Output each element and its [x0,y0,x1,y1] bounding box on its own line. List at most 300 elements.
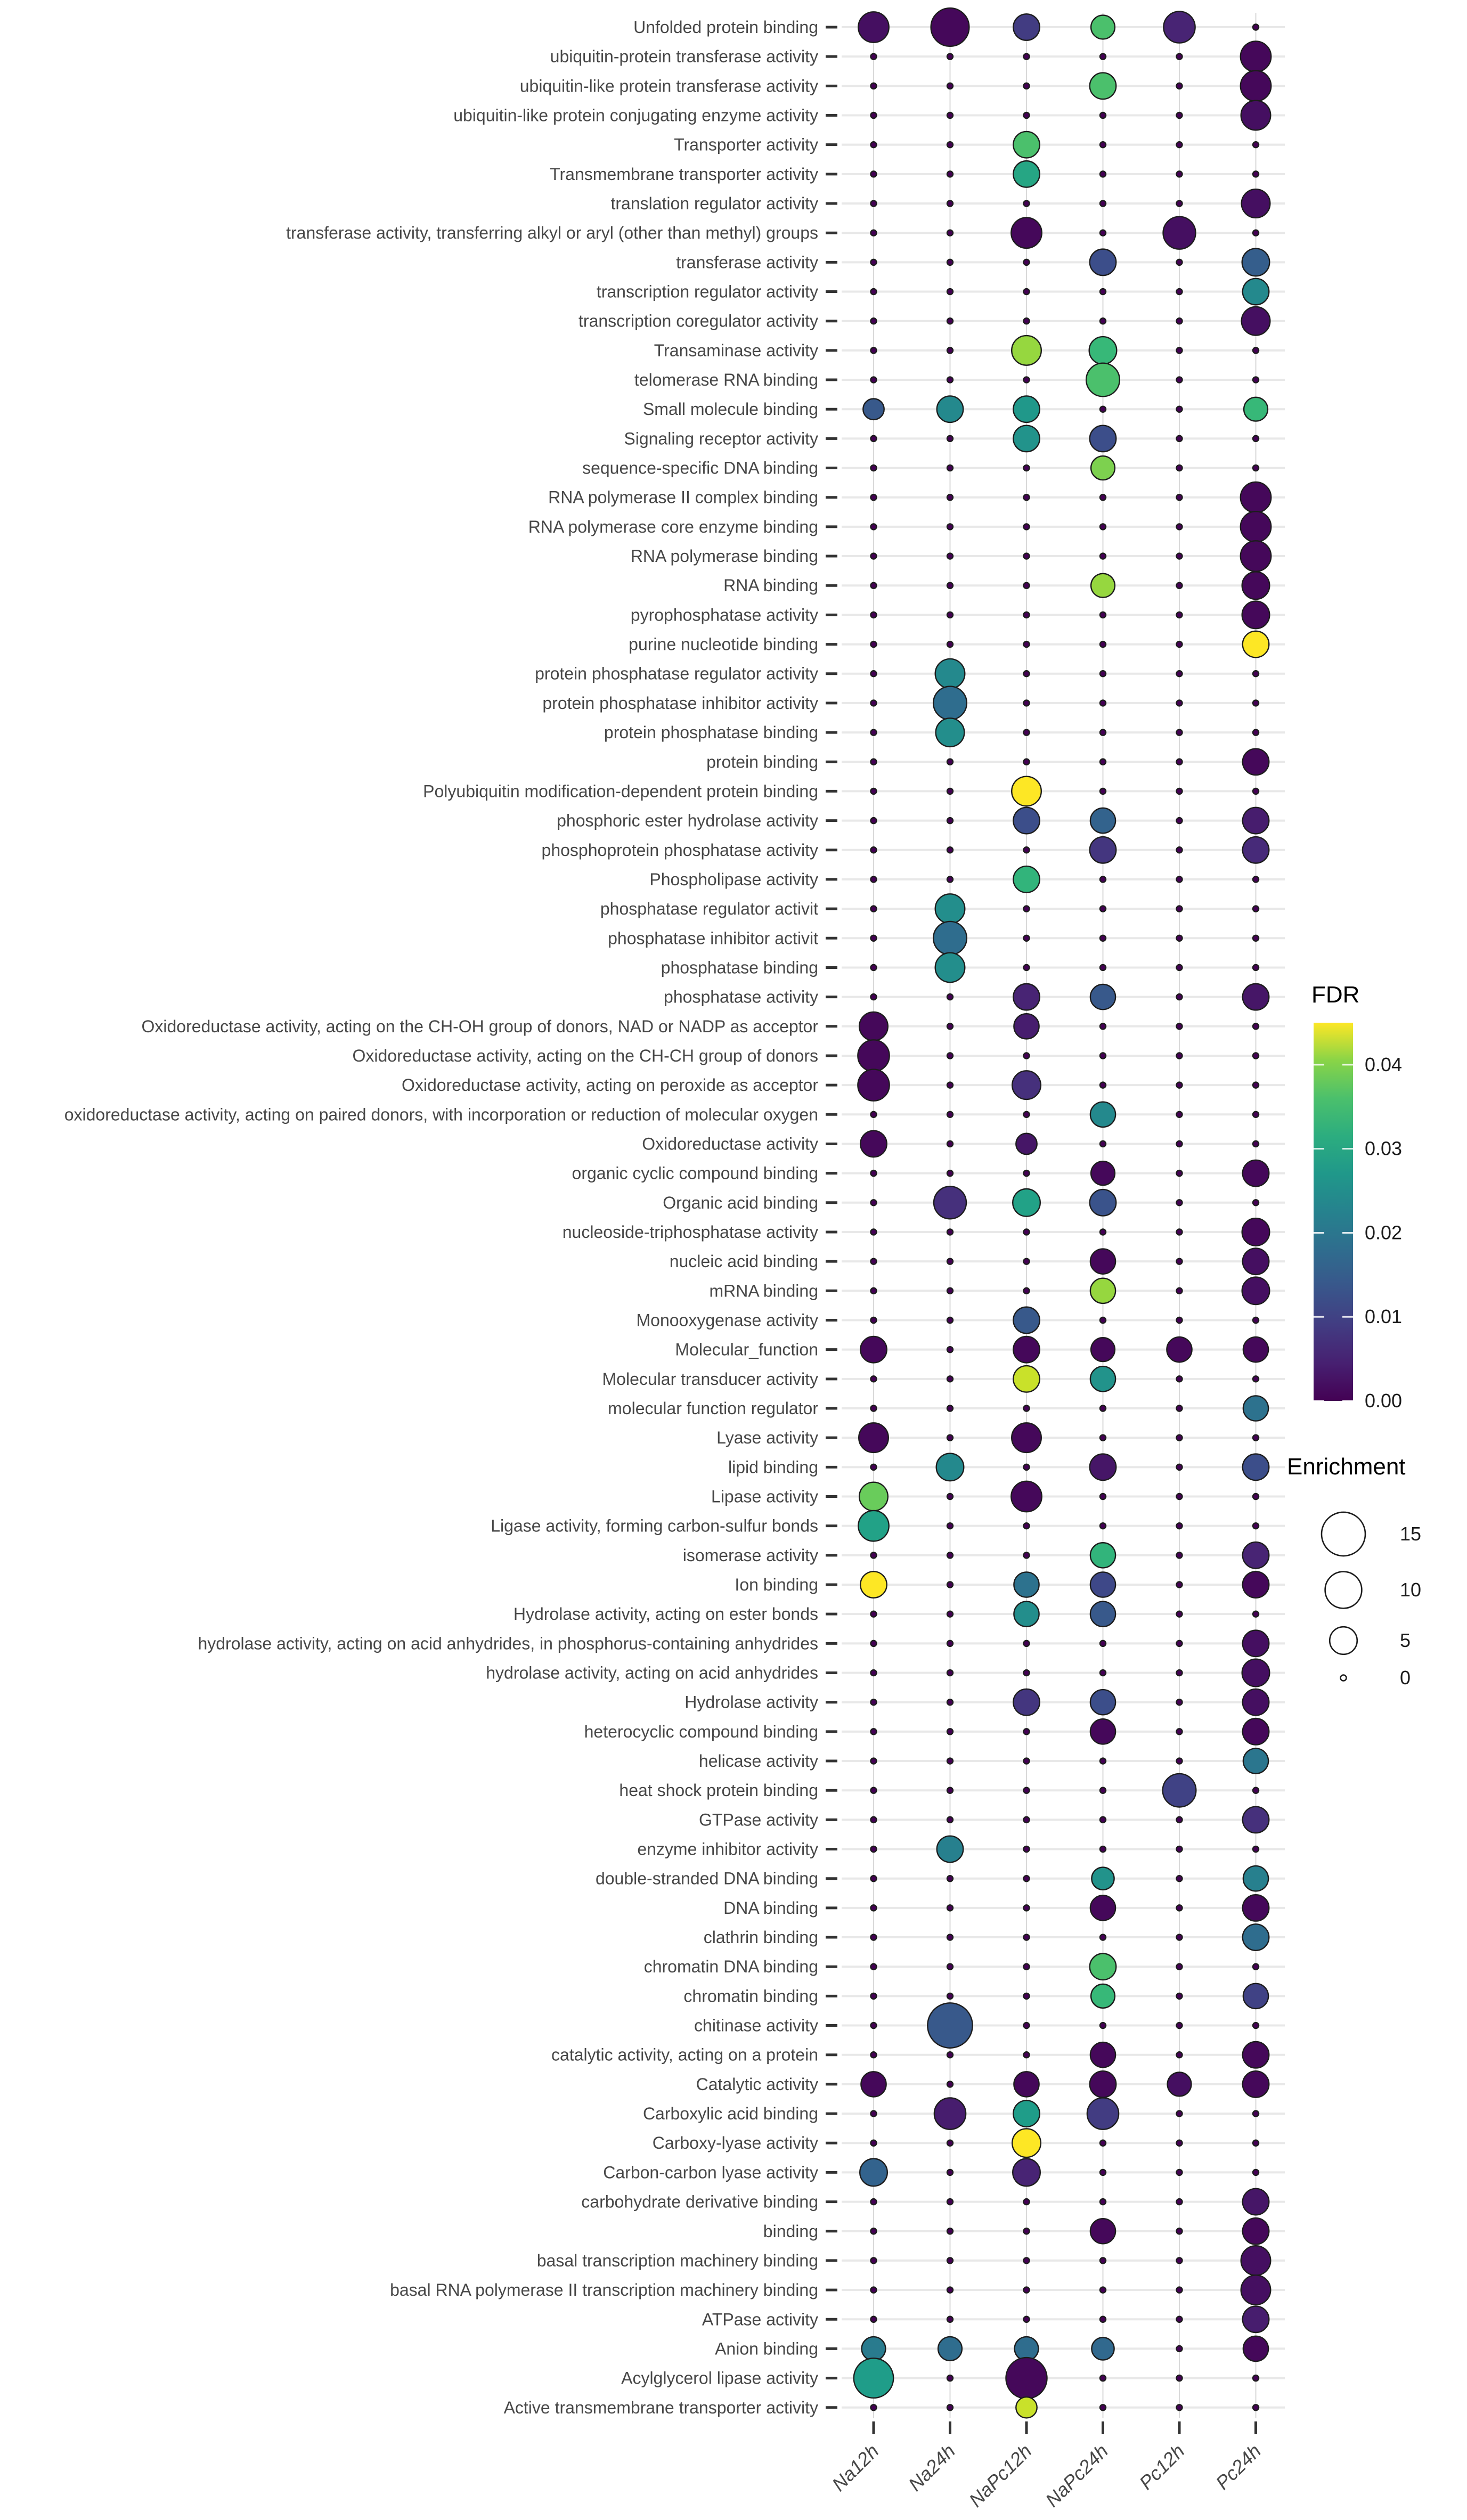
dot [1024,1817,1030,1823]
dot [871,1112,877,1118]
dot [1168,2073,1192,2097]
dot [871,1728,877,1734]
dot [935,659,965,689]
dot [1091,15,1115,39]
dot [1177,1993,1183,1999]
dot [1024,2022,1030,2028]
dot [1242,307,1270,336]
dot [871,1317,877,1323]
dot [1242,1659,1270,1687]
dot [871,1788,877,1793]
dot [947,2081,953,2087]
dot [1177,1405,1183,1411]
dot [1177,142,1183,148]
dot [871,935,877,941]
dot [1163,11,1195,43]
dot [1100,2170,1106,2175]
fdr-colorbar [1314,1023,1353,1401]
dot [1177,494,1183,500]
dot [871,553,877,559]
dot [1177,2287,1183,2293]
dot [871,1905,877,1911]
dot [1090,1895,1115,1920]
dot [1024,112,1030,118]
dot [1091,1984,1115,2008]
dot [1253,1082,1259,1088]
y-axis-label: phosphoprotein phosphatase activity [541,840,818,860]
dot [871,1875,877,1881]
dot [1100,1229,1106,1235]
y-axis-label: Signaling receptor activity [624,429,818,448]
dot [947,1670,953,1676]
dot [858,1511,889,1541]
dot [1243,2218,1269,2244]
dot [1024,2257,1030,2263]
dot [1177,1376,1183,1382]
dot [871,436,877,442]
dot [871,1200,877,1205]
dot [1024,612,1030,618]
dot [1253,906,1259,912]
dot [947,289,953,295]
dot [1016,2397,1037,2418]
y-axis-label: Active transmembrane transporter activity [503,2397,818,2417]
dot [1177,347,1183,353]
dot [947,1405,953,1411]
dot [947,171,953,177]
dot [1177,377,1183,383]
dot [1242,189,1270,218]
dot [1090,1572,1115,1597]
y-axis-label: DNA binding [723,1898,818,1918]
dot [1177,1905,1183,1911]
dot [1241,71,1271,101]
y-axis-label: double-stranded DNA binding [595,1869,818,1888]
dot [871,83,877,89]
dot [1090,1953,1116,1979]
dot [1253,1846,1259,1852]
y-axis-label: Oxidoreductase activity, acting on the CH-CH group of donors [352,1046,818,1065]
dot [937,1836,963,1862]
y-axis-label: Small molecule binding [642,399,818,419]
dot [1253,2140,1259,2146]
dot [947,847,953,853]
dot [1177,2140,1183,2146]
dot [1253,347,1259,353]
dot [1100,1935,1106,1940]
dot [947,1552,953,1558]
dot [1024,289,1030,295]
y-axis-label: protein phosphatase regulator activity [535,664,818,683]
y-axis-label: basal transcription machinery binding [536,2250,818,2270]
dot [947,2404,953,2410]
dot [1177,1964,1183,1970]
dot [1253,1964,1259,1970]
y-axis-label: Carboxy-lyase activity [652,2133,818,2153]
dot [871,612,877,618]
y-axis-label: ATPase activity [702,2310,818,2329]
dot [1024,465,1030,471]
dot [1024,1788,1030,1793]
dot [1090,1102,1115,1127]
y-axis-label: Organic acid binding [663,1193,818,1212]
dot [1177,1641,1183,1646]
dot [1177,318,1183,324]
dot [1177,1494,1183,1499]
dot [1013,984,1039,1010]
dot [1100,700,1106,706]
dot [859,1482,888,1511]
dot [1177,1582,1183,1588]
dot [1177,1464,1183,1470]
dot [1243,1542,1269,1568]
dot [1253,965,1259,971]
y-axis-label: transcription regulator activity [596,282,818,301]
dot [1241,101,1271,131]
dot [1100,230,1106,236]
dot [871,700,877,706]
dot [858,12,889,42]
dot [860,1131,886,1157]
dot [1100,142,1106,148]
y-axis-label: Carbon-carbon lyase activity [603,2163,818,2182]
y-axis-label: Oxidoreductase activity [642,1134,818,1154]
dot [1177,671,1183,676]
y-axis-label: basal RNA polymerase II transcription machinery binding [390,2280,818,2300]
dot [1014,1014,1039,1039]
dot [1100,2317,1106,2322]
dot [871,318,877,324]
dot [871,1229,877,1235]
y-axis-label: Unfolded protein binding [633,18,818,37]
dot [871,171,877,177]
dot [1253,25,1259,30]
dot [1243,1924,1269,1950]
y-axis-label: chitinase activity [694,2016,818,2035]
dot [1253,1112,1259,1118]
dot [1014,1602,1039,1627]
dot [1243,2042,1269,2068]
dot [1013,132,1039,158]
dot [1100,54,1106,60]
dot [947,54,953,60]
dot [860,2159,887,2187]
dot [1177,1170,1183,1176]
dot [1177,1141,1183,1147]
dot [1013,1336,1039,1363]
dot [1024,1964,1030,1970]
dot [1090,426,1116,452]
dot [1012,777,1041,806]
dot [1014,2072,1039,2097]
y-axis-label: phosphatase activity [664,987,818,1007]
dot [1244,397,1268,421]
y-axis-label: Lipase activity [711,1487,818,1506]
dot [1177,1082,1183,1088]
y-axis-label: Polyubiquitin modification-dependent protein binding [423,781,818,801]
dot [1177,2199,1183,2205]
dot [1024,1846,1030,1852]
y-axis-label: helicase activity [698,1751,818,1771]
dot [1091,2337,1114,2360]
dot [947,1935,953,1940]
dot [1177,2404,1183,2410]
dot [1253,1494,1259,1499]
dot [1242,601,1270,629]
y-axis-label: Molecular transducer activity [602,1369,818,1389]
dot [1177,2111,1183,2117]
dot [1100,289,1106,295]
dot [1253,1141,1259,1147]
dot [871,1464,877,1470]
dot [1100,1082,1106,1088]
dot [1100,318,1106,324]
dot [1090,837,1116,863]
dot [1100,201,1106,207]
dot [1243,984,1269,1010]
dot [1253,2170,1259,2175]
dot [1090,249,1116,275]
dot [871,1288,877,1294]
dot [947,1141,953,1147]
dot [871,2111,877,2117]
dot [1024,553,1030,559]
dot [947,1435,953,1441]
dot [931,8,969,46]
dot [871,347,877,353]
dot [947,994,953,1000]
x-axis-label: Na12h [827,2440,883,2495]
y-axis-label: RNA polymerase II complex binding [548,487,818,507]
dot [947,1964,953,1970]
dot [1013,808,1039,834]
dot [1024,1728,1030,1734]
dot [1090,1602,1115,1627]
dot [871,494,877,500]
dot [1253,142,1259,148]
dot [934,2098,966,2129]
dot [1024,671,1030,676]
y-axis-label: organic cyclic compound binding [572,1163,818,1183]
y-axis-label: chromatin binding [683,1986,818,2006]
dot [1011,1481,1041,1512]
dot [947,612,953,618]
dot [1243,631,1269,657]
dot [860,1336,886,1363]
dot [947,788,953,794]
dot [1024,847,1030,853]
dot [1013,1689,1039,1715]
dot [1253,1523,1259,1529]
dot [933,921,967,955]
size-legend-label: 10 [1400,1579,1422,1601]
dot [947,230,953,236]
dot [947,112,953,118]
dot [947,1259,953,1265]
dot [1177,2317,1183,2322]
dot [871,1670,877,1676]
dot [1253,788,1259,794]
dot [935,894,965,924]
dot [1012,1423,1041,1453]
dot [871,1964,877,1970]
y-axis-label: Monooxygenase activity [636,1310,818,1330]
dot [947,524,953,529]
dot [1243,2189,1269,2215]
dot [1177,1288,1183,1294]
dot [1177,1053,1183,1058]
dot [947,1112,953,1118]
dot [1167,1337,1192,1362]
y-axis-label: heat shock protein binding [619,1781,818,1800]
y-axis-label: telomerase RNA binding [634,370,818,390]
y-axis-label: oxidoreductase activity, acting on paired donors, with incorporation or reduction of molecular oxygen [64,1105,818,1124]
fdr-tick-label: 0.04 [1365,1053,1403,1075]
dot [1100,965,1106,971]
dot [947,2228,953,2234]
dot [947,1788,953,1793]
dot [871,906,877,912]
dot [1024,2228,1030,2234]
dot [1243,1160,1269,1186]
dot [862,2337,886,2361]
dot [1024,583,1030,589]
dot [1163,1774,1196,1807]
dot [1100,1523,1106,1529]
dot [1177,1229,1183,1235]
dot [1243,1866,1268,1891]
dot [1090,1454,1116,1480]
dot [1243,1807,1269,1833]
dot [1177,2052,1183,2058]
dot [937,396,963,422]
dot [871,1817,877,1823]
dot [1100,935,1106,941]
dot [1177,1758,1183,1764]
dot [1177,2228,1183,2234]
dot [858,1040,889,1071]
dot [871,759,877,765]
dot [1100,524,1106,529]
dot [1012,1071,1041,1099]
y-axis-label: protein binding [706,752,818,772]
dot [1024,494,1030,500]
y-axis-label: clathrin binding [703,1928,818,1947]
dot [1253,2404,1259,2410]
dot [947,377,953,383]
y-axis-label: hydrolase activity, acting on acid anhydrides, in phosphorus-containing anhydrides [198,1634,818,1653]
dot [871,2052,877,2058]
dot [1024,201,1030,207]
y-axis-label: pyrophosphatase activity [630,605,818,625]
dot [1177,1112,1183,1118]
dot [947,1023,953,1029]
fdr-tick-label: 0.03 [1365,1137,1403,1160]
dot [1090,2042,1115,2067]
y-axis-label: nucleoside-triphosphatase activity [562,1222,818,1242]
dot [1014,1572,1039,1597]
dot [1177,2257,1183,2263]
size-legend-circle [1322,1512,1365,1556]
dot [1177,994,1183,1000]
dot [1243,1984,1268,2009]
dot [947,1905,953,1911]
dot [1177,171,1183,177]
dot [1177,436,1183,442]
dot [1253,230,1259,236]
dot [1090,1366,1115,1391]
y-axis-label: RNA binding [723,576,818,596]
dot [947,1317,953,1323]
dot [1177,1200,1183,1205]
dot [1177,1875,1183,1881]
dot [1024,1905,1030,1911]
dot [871,818,877,823]
y-axis-label: Lyase activity [716,1428,818,1448]
dot [1243,1718,1269,1744]
size-legend-circle [1325,1572,1362,1609]
dot [1100,1141,1106,1147]
dot [947,347,953,353]
y-axis-label: transferase activity [676,252,818,272]
dot [854,2358,893,2397]
y-axis-label: Oxidoreductase activity, acting on peroxide as acceptor [401,1075,818,1095]
dot [1100,1053,1106,1058]
dot [947,465,953,471]
dot [871,2199,877,2205]
y-axis-label: Acylglycerol lipase activity [621,2368,818,2388]
dot [947,2199,953,2205]
dot [1177,1846,1183,1852]
dot [1100,759,1106,765]
dot [1100,612,1106,618]
dot [1087,2098,1119,2129]
dot [1024,1993,1030,1999]
y-axis-label: phosphatase inhibitor activit [608,928,818,948]
y-axis-label: Hydrolase activity [684,1692,818,1712]
dot [1241,2246,1271,2276]
dot [1100,2140,1106,2146]
dot [1177,1817,1183,1823]
dot [947,1611,953,1617]
dot [1253,2375,1259,2381]
dot [1100,1817,1106,1823]
dot [1177,730,1183,736]
dot [1006,2358,1047,2399]
dot [1100,171,1106,177]
dot [871,1405,877,1411]
dot [871,1552,877,1558]
dot [871,994,877,1000]
dot [1253,377,1259,383]
dot [1100,1494,1106,1499]
dot [1013,396,1039,422]
dot [1024,641,1030,647]
dot [1100,2257,1106,2263]
dot [1090,1189,1116,1216]
dot [1253,1435,1259,1441]
dot [947,2375,953,2381]
dot [1024,1259,1030,1265]
dot [871,671,877,676]
dot [1253,876,1259,882]
dot [1177,201,1183,207]
dot [1177,1611,1183,1617]
dot [1100,2404,1106,2410]
dot [1177,876,1183,882]
dot [1013,1366,1039,1392]
dot [1024,524,1030,529]
